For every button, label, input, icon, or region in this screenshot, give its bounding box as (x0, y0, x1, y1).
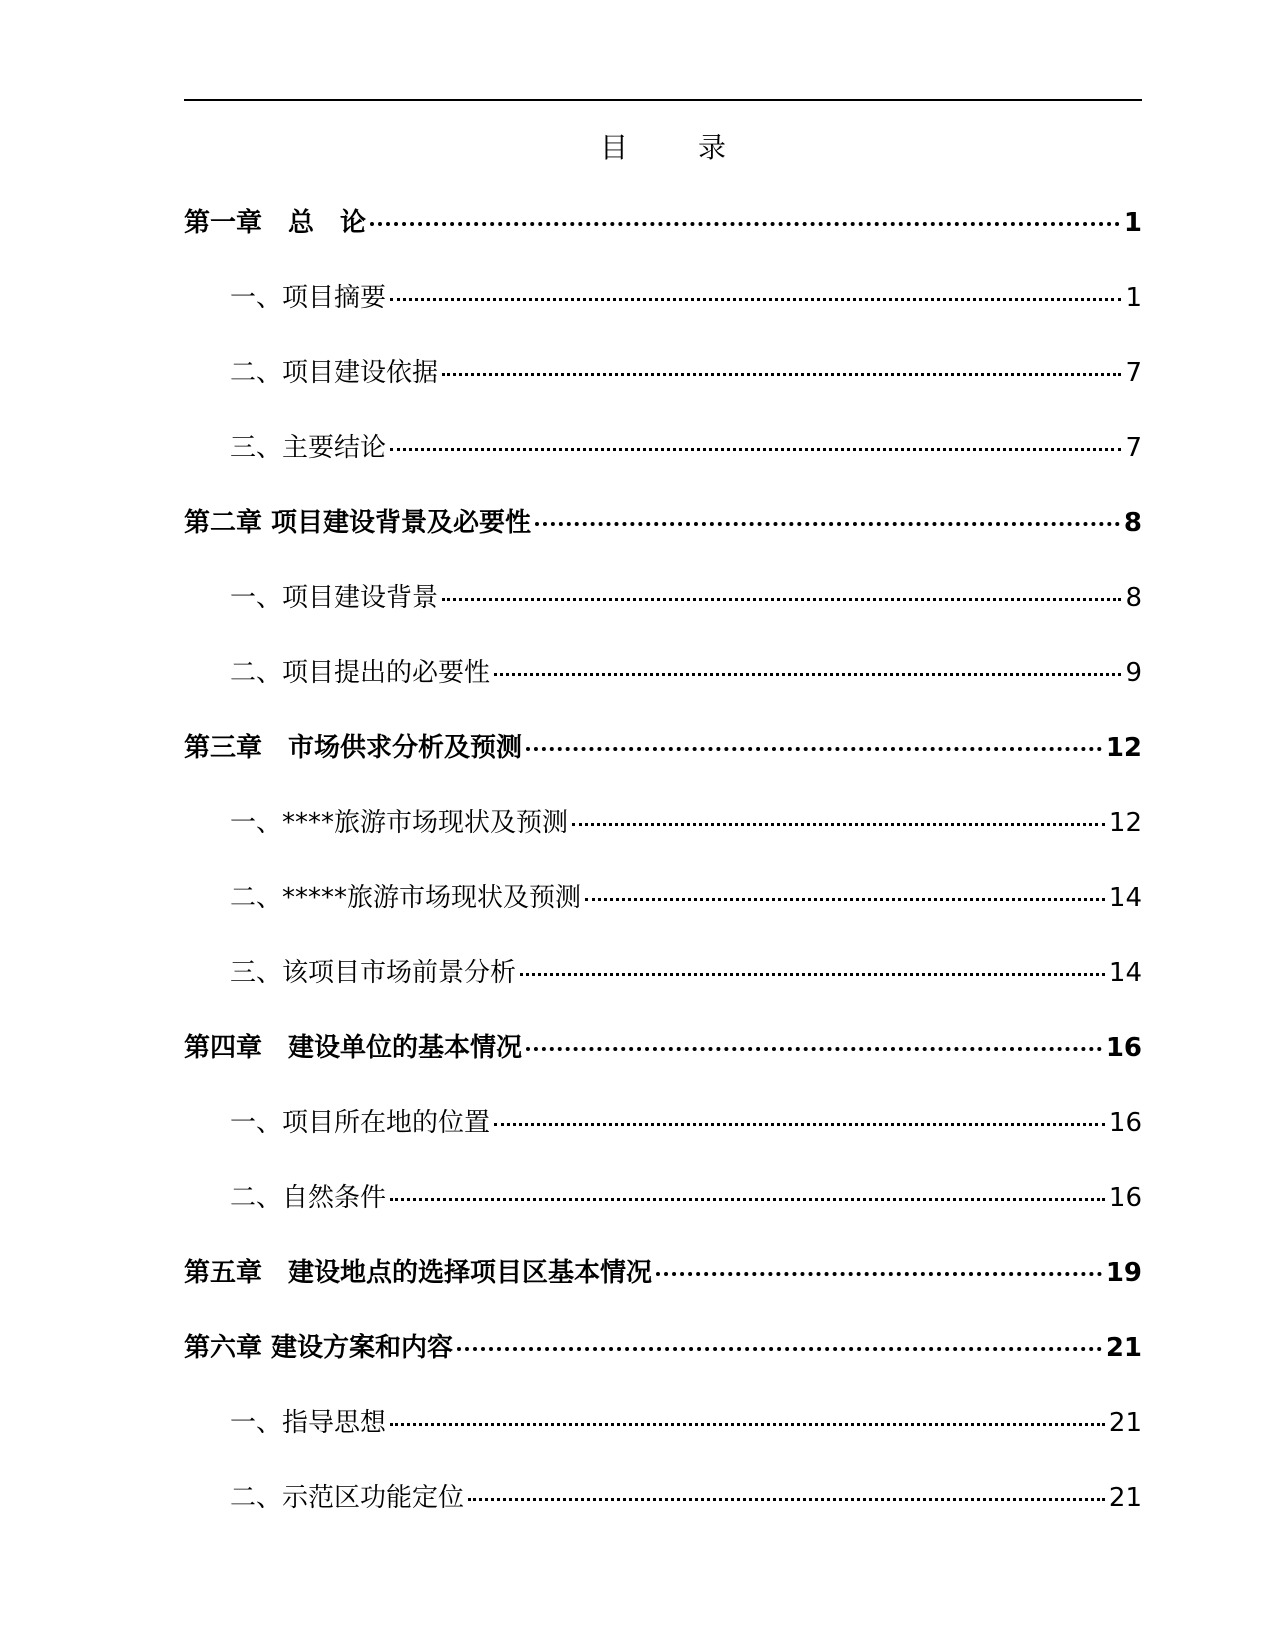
toc-chapter-entry[interactable] (184, 1253, 1142, 1328)
toc-dot-leader (457, 1347, 1102, 1351)
toc-dot-leader (585, 898, 1105, 901)
toc-page-number: 12 (1105, 733, 1142, 763)
toc-page-number: 14 (1108, 958, 1142, 988)
header-rule (184, 99, 1142, 101)
toc-section-entry[interactable] (184, 1478, 1142, 1553)
toc-entry-label: 一、指导思想 (230, 1408, 387, 1438)
toc-page-number: 14 (1108, 883, 1142, 913)
toc-page-number: 8 (1123, 508, 1142, 538)
toc-page-number: 16 (1108, 1108, 1142, 1138)
toc-page-number: 21 (1108, 1483, 1142, 1513)
toc-page-number: 8 (1125, 583, 1142, 613)
toc-dot-leader (390, 298, 1121, 301)
toc-dot-leader (494, 673, 1121, 676)
toc-dot-leader (520, 973, 1105, 976)
toc-entry-label: 二、项目提出的必要性 (230, 658, 491, 688)
toc-section-entry[interactable] (184, 578, 1142, 653)
toc-entry-label: 三、该项目市场前景分析 (230, 958, 517, 988)
toc-entry-label: 一、****旅游市场现状及预测 (230, 808, 569, 838)
toc-entry-label: 三、主要结论 (230, 433, 387, 463)
toc-entry-label: 第四章 建设单位的基本情况 (184, 1033, 523, 1063)
toc-title (184, 128, 1142, 168)
toc-section-entry[interactable] (184, 428, 1142, 503)
toc-page-number: 21 (1108, 1408, 1142, 1438)
toc-dot-leader (526, 747, 1102, 751)
toc-chapter-entry[interactable] (184, 203, 1142, 278)
toc-dot-leader (390, 448, 1121, 451)
toc-section-entry[interactable] (184, 953, 1142, 1028)
toc-entry-label: 第一章 总 论 (184, 208, 367, 238)
toc-entry-label: 第二章 项目建设背景及必要性 (184, 508, 532, 538)
toc-dot-leader (656, 1272, 1102, 1276)
toc-dot-leader (390, 1423, 1105, 1426)
toc-section-entry[interactable] (184, 278, 1142, 353)
toc-title-left: 目 (599, 131, 628, 164)
toc-entry-label: 一、项目所在地的位置 (230, 1108, 491, 1138)
toc-page-number: 21 (1105, 1333, 1142, 1363)
toc-chapter-entry[interactable] (184, 1328, 1142, 1403)
toc-chapter-entry[interactable] (184, 503, 1142, 578)
toc-page-number: 1 (1125, 283, 1142, 313)
toc-page-number: 1 (1123, 208, 1142, 238)
toc-dot-leader (494, 1123, 1105, 1126)
toc-dot-leader (535, 522, 1120, 526)
toc-page-number: 16 (1108, 1183, 1142, 1213)
toc-section-entry[interactable] (184, 1103, 1142, 1178)
toc-entry-label: 二、*****旅游市场现状及预测 (230, 883, 582, 913)
toc-entry-label: 一、项目摘要 (230, 283, 387, 313)
toc-dot-leader (526, 1047, 1102, 1051)
toc-chapter-entry[interactable] (184, 1028, 1142, 1103)
toc-page-number: 19 (1105, 1258, 1142, 1288)
toc-entry-label: 二、示范区功能定位 (230, 1483, 465, 1513)
toc-dot-leader (442, 598, 1121, 601)
toc-page-number: 16 (1105, 1033, 1142, 1063)
toc-section-entry[interactable] (184, 1178, 1142, 1253)
toc-entry-label: 一、项目建设背景 (230, 583, 439, 613)
toc-section-entry[interactable] (184, 353, 1142, 428)
toc-entry-label: 第六章 建设方案和内容 (184, 1333, 454, 1363)
toc-section-entry[interactable] (184, 803, 1142, 878)
toc-page-number: 7 (1125, 358, 1142, 388)
toc-title-right: 录 (698, 131, 727, 164)
toc-chapter-entry[interactable] (184, 728, 1142, 803)
toc-page-number: 12 (1108, 808, 1142, 838)
toc-entry-label: 第三章 市场供求分析及预测 (184, 733, 523, 763)
toc-list (184, 203, 1142, 1553)
toc-entry-label: 二、项目建设依据 (230, 358, 439, 388)
toc-dot-leader (468, 1498, 1105, 1501)
toc-page-number: 9 (1125, 658, 1142, 688)
toc-page-number: 7 (1125, 433, 1142, 463)
toc-dot-leader (390, 1198, 1105, 1201)
toc-entry-label: 第五章 建设地点的选择项目区基本情况 (184, 1258, 653, 1288)
toc-section-entry[interactable] (184, 653, 1142, 728)
toc-section-entry[interactable] (184, 878, 1142, 953)
toc-dot-leader (442, 373, 1121, 376)
toc-section-entry[interactable] (184, 1403, 1142, 1478)
toc-dot-leader (370, 222, 1120, 226)
toc-dot-leader (572, 823, 1105, 826)
toc-entry-label: 二、自然条件 (230, 1183, 387, 1213)
